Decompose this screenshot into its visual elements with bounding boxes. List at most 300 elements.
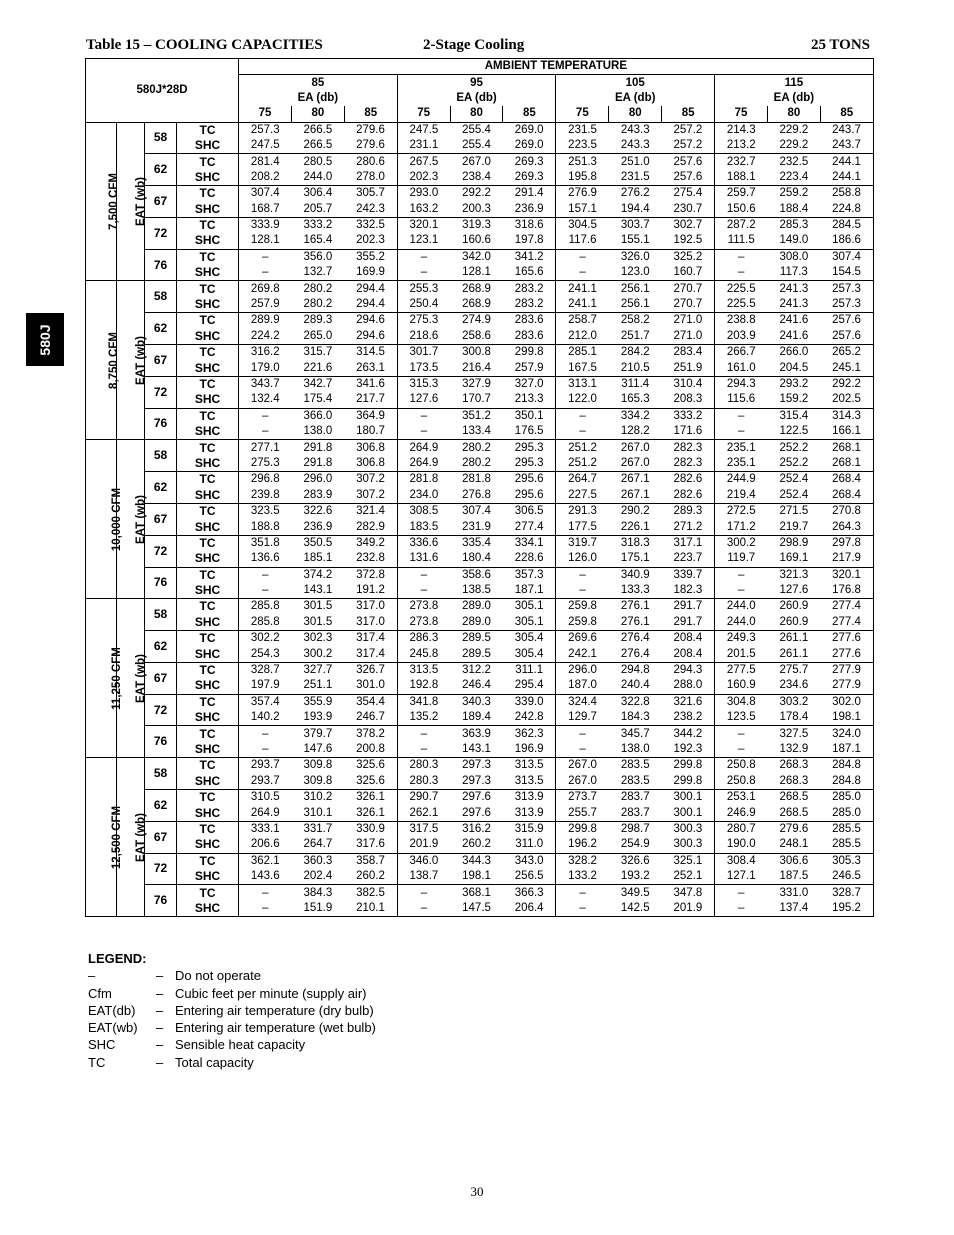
tc-value: 253.1	[715, 789, 768, 805]
ambient-temp-header: 115	[715, 75, 874, 91]
shc-label: SHC	[177, 233, 239, 249]
shc-value: 225.5	[715, 297, 768, 313]
model-side-tab	[26, 313, 64, 366]
tc-value: 289.9	[239, 313, 292, 329]
shc-value: 218.6	[397, 329, 450, 345]
shc-value: 213.3	[503, 392, 556, 408]
tc-label: TC	[177, 853, 239, 869]
shc-value: 251.1	[291, 678, 344, 694]
legend-symbol: EAT(db)	[88, 1002, 136, 1018]
tc-value: 299.8	[556, 821, 609, 837]
table-row	[86, 551, 874, 567]
shc-value: 128.2	[609, 424, 662, 440]
tc-value: 273.8	[397, 599, 450, 615]
shc-value: 270.7	[662, 297, 715, 313]
shc-value: 295.4	[503, 678, 556, 694]
tc-value: 310.4	[662, 376, 715, 392]
tc-value: 349.2	[344, 535, 397, 551]
legend-item	[88, 1019, 376, 1036]
shc-value: 234.0	[397, 488, 450, 504]
tc-value: 308.5	[397, 503, 450, 519]
shc-value: 250.4	[397, 297, 450, 313]
shc-value: 283.6	[503, 329, 556, 345]
shc-value: 143.1	[450, 742, 503, 758]
shc-value: 288.0	[662, 678, 715, 694]
shc-value: 285.5	[820, 837, 873, 853]
tc-value: 318.3	[609, 535, 662, 551]
shc-value: 291.8	[291, 456, 344, 472]
tc-value: –	[397, 885, 450, 901]
shc-value: 257.6	[820, 329, 873, 345]
tc-value: 264.7	[556, 472, 609, 488]
shc-value: 255.7	[556, 805, 609, 821]
tc-value: 344.3	[450, 853, 503, 869]
tc-value: 251.2	[556, 440, 609, 456]
shc-value: 206.4	[503, 901, 556, 917]
shc-label: SHC	[177, 615, 239, 631]
shc-value: 278.0	[344, 170, 397, 186]
shc-value: 191.2	[344, 583, 397, 599]
shc-value: –	[556, 265, 609, 281]
page-number: 30	[470, 1184, 484, 1199]
shc-value: 268.1	[820, 456, 873, 472]
shc-value: 277.9	[820, 678, 873, 694]
shc-value: 252.1	[662, 869, 715, 885]
tc-label: TC	[177, 821, 239, 837]
tc-value: 346.0	[397, 853, 450, 869]
wet-bulb-temp-cell: 67	[145, 345, 177, 377]
shc-value: –	[239, 742, 292, 758]
legend-description: Cubic feet per minute (supply air)	[175, 985, 367, 1001]
tc-value: 241.6	[767, 313, 820, 329]
shc-value: 300.3	[662, 837, 715, 853]
wet-bulb-temp-cell: 76	[145, 567, 177, 599]
shc-value: 188.1	[715, 170, 768, 186]
shc-label: SHC	[177, 392, 239, 408]
shc-value: –	[397, 265, 450, 281]
tc-value: 321.4	[344, 503, 397, 519]
tc-value: 300.1	[662, 789, 715, 805]
tc-value: 350.5	[291, 535, 344, 551]
table-title: Table 15 – COOLING CAPACITIES	[86, 37, 323, 53]
shc-value: 326.1	[344, 805, 397, 821]
shc-value: 201.9	[662, 901, 715, 917]
tc-value: 322.6	[291, 503, 344, 519]
tc-value: 297.8	[820, 535, 873, 551]
tc-value: 265.2	[820, 345, 873, 361]
shc-value: –	[715, 424, 768, 440]
shc-value: 170.7	[450, 392, 503, 408]
tc-value: 243.7	[820, 122, 873, 138]
tc-value: 256.1	[609, 281, 662, 297]
tc-value: 251.3	[556, 154, 609, 170]
tc-value: 300.3	[662, 821, 715, 837]
shc-value: 317.0	[344, 615, 397, 631]
table-row	[86, 694, 874, 710]
shc-value: 160.6	[450, 233, 503, 249]
shc-value: 165.6	[503, 265, 556, 281]
shc-value: 246.9	[715, 805, 768, 821]
shc-label: SHC	[177, 519, 239, 535]
shc-value: 273.8	[397, 615, 450, 631]
shc-value: 269.0	[503, 138, 556, 154]
tc-value: 384.3	[291, 885, 344, 901]
shc-value: 171.6	[662, 424, 715, 440]
tc-value: 283.2	[503, 281, 556, 297]
shc-value: 244.0	[291, 170, 344, 186]
tc-value: 268.5	[767, 789, 820, 805]
shc-value: –	[715, 742, 768, 758]
eat-wb-label: EAT (wb)	[134, 177, 147, 227]
shc-value: 276.4	[609, 646, 662, 662]
tc-value: 351.2	[450, 408, 503, 424]
shc-value: 279.6	[344, 138, 397, 154]
shc-value: 252.4	[767, 488, 820, 504]
shc-value: 147.5	[450, 901, 503, 917]
tc-value: 342.0	[450, 249, 503, 265]
shc-label: SHC	[177, 678, 239, 694]
shc-value: 127.6	[767, 583, 820, 599]
tc-value: 271.5	[767, 503, 820, 519]
shc-value: 165.4	[291, 233, 344, 249]
shc-value: 289.5	[450, 646, 503, 662]
table-row	[86, 122, 874, 138]
tc-value: 280.3	[397, 758, 450, 774]
shc-value: 295.3	[503, 456, 556, 472]
wet-bulb-temp-cell: 58	[145, 122, 177, 154]
model-label: 580J*28D	[136, 83, 188, 96]
tc-value: 270.7	[662, 281, 715, 297]
shc-value: 117.3	[767, 265, 820, 281]
tc-value: 321.6	[662, 694, 715, 710]
ea-db-value-header: 80	[609, 106, 662, 122]
shc-value: 254.9	[609, 837, 662, 853]
table-row	[86, 249, 874, 265]
tc-value: 333.2	[662, 408, 715, 424]
tc-value: 326.6	[609, 853, 662, 869]
shc-value: –	[239, 583, 292, 599]
table-row	[86, 789, 874, 805]
airflow-cfm-cell	[86, 122, 120, 281]
shc-value: 231.5	[609, 170, 662, 186]
tc-value: 313.1	[556, 376, 609, 392]
shc-value: 123.1	[397, 233, 450, 249]
tc-value: 302.2	[239, 631, 292, 647]
shc-value: 285.0	[820, 805, 873, 821]
tc-value: 251.0	[609, 154, 662, 170]
shc-value: 133.2	[556, 869, 609, 885]
shc-value: 232.8	[344, 551, 397, 567]
table-row	[86, 217, 874, 233]
shc-label: SHC	[177, 138, 239, 154]
shc-value: 185.1	[291, 551, 344, 567]
shc-value: 193.2	[609, 869, 662, 885]
tc-value: 343.7	[239, 376, 292, 392]
shc-value: 271.0	[662, 329, 715, 345]
tc-value: –	[239, 408, 292, 424]
shc-value: 176.5	[503, 424, 556, 440]
tc-value: 366.0	[291, 408, 344, 424]
shc-value: 157.1	[556, 202, 609, 218]
shc-value: 259.8	[556, 615, 609, 631]
tc-value: 343.0	[503, 853, 556, 869]
tc-label: TC	[177, 472, 239, 488]
shc-value: 128.1	[450, 265, 503, 281]
tc-value: 299.8	[503, 345, 556, 361]
tc-value: 267.0	[609, 440, 662, 456]
shc-label: SHC	[177, 551, 239, 567]
tc-value: 214.3	[715, 122, 768, 138]
shc-value: –	[556, 424, 609, 440]
tc-value: 264.9	[397, 440, 450, 456]
tc-value: 277.4	[820, 599, 873, 615]
ea-db-value-header: 75	[239, 106, 292, 122]
shc-value: 182.3	[662, 583, 715, 599]
table-row	[86, 313, 874, 329]
tc-value: 293.2	[767, 376, 820, 392]
shc-value: 246.7	[344, 710, 397, 726]
table-row	[86, 360, 874, 376]
tc-value: 275.3	[397, 313, 450, 329]
shc-value: 189.4	[450, 710, 503, 726]
shc-value: 166.1	[820, 424, 873, 440]
tc-value: 231.5	[556, 122, 609, 138]
tc-value: 311.1	[503, 662, 556, 678]
shc-value: 117.6	[556, 233, 609, 249]
tc-value: 325.1	[662, 853, 715, 869]
shc-value: 231.1	[397, 138, 450, 154]
shc-value: 190.0	[715, 837, 768, 853]
shc-value: 285.8	[239, 615, 292, 631]
tc-value: 358.7	[344, 853, 397, 869]
tc-value: 317.0	[344, 599, 397, 615]
tc-value: 355.2	[344, 249, 397, 265]
wet-bulb-temp-cell: 67	[145, 503, 177, 535]
tc-value: 290.2	[609, 503, 662, 519]
tc-value: 341.2	[503, 249, 556, 265]
shc-value: 177.5	[556, 519, 609, 535]
legend-description: Do not operate	[175, 968, 262, 984]
shc-value: 271.2	[662, 519, 715, 535]
table-row	[86, 678, 874, 694]
tc-value: –	[556, 249, 609, 265]
tc-value: 301.5	[291, 599, 344, 615]
tc-value: 336.6	[397, 535, 450, 551]
tc-value: 317.4	[344, 631, 397, 647]
cooling-stage-label: 2-Stage Cooling	[423, 37, 525, 53]
shc-label: SHC	[177, 774, 239, 790]
tc-value: 351.8	[239, 535, 292, 551]
tc-value: 259.7	[715, 186, 768, 202]
tc-value: 280.2	[291, 281, 344, 297]
shc-value: 201.9	[397, 837, 450, 853]
shc-value: 244.1	[820, 170, 873, 186]
shc-value: 248.1	[767, 837, 820, 853]
tc-value: 357.3	[503, 567, 556, 583]
legend-item	[88, 967, 262, 984]
tc-value: 280.6	[344, 154, 397, 170]
shc-value: 268.3	[767, 774, 820, 790]
shc-value: 183.5	[397, 519, 450, 535]
tc-value: 244.0	[715, 599, 768, 615]
shc-value: 268.4	[820, 488, 873, 504]
tc-value: 304.5	[556, 217, 609, 233]
shc-value: 160.7	[662, 265, 715, 281]
tc-value: –	[239, 885, 292, 901]
shc-value: 242.1	[556, 646, 609, 662]
shc-value: 178.4	[767, 710, 820, 726]
tc-value: 241.3	[767, 281, 820, 297]
shc-value: 187.5	[767, 869, 820, 885]
tc-value: 355.9	[291, 694, 344, 710]
shc-value: 210.1	[344, 901, 397, 917]
tc-value: 330.9	[344, 821, 397, 837]
tc-value: –	[715, 885, 768, 901]
shc-value: 236.9	[291, 519, 344, 535]
shc-value: 313.5	[503, 774, 556, 790]
tc-value: 294.6	[344, 313, 397, 329]
shc-value: 137.4	[767, 901, 820, 917]
tc-value: 276.1	[609, 599, 662, 615]
tc-value: 325.2	[662, 249, 715, 265]
tc-value: 291.7	[662, 599, 715, 615]
airflow-cfm-cell	[86, 758, 124, 917]
shc-value: 280.2	[450, 456, 503, 472]
shc-value: –	[397, 742, 450, 758]
tc-label: TC	[177, 758, 239, 774]
legend-item	[88, 1036, 306, 1053]
shc-value: 133.3	[609, 583, 662, 599]
tc-value: 307.4	[820, 249, 873, 265]
tc-value: 280.7	[715, 821, 768, 837]
shc-value: 203.9	[715, 329, 768, 345]
tc-value: 333.2	[291, 217, 344, 233]
tc-value: –	[556, 567, 609, 583]
tc-value: 283.7	[609, 789, 662, 805]
shc-value: 175.4	[291, 392, 344, 408]
tc-value: 321.3	[767, 567, 820, 583]
tc-value: 269.6	[556, 631, 609, 647]
shc-value: 257.6	[662, 170, 715, 186]
shc-value: 219.7	[767, 519, 820, 535]
shc-value: 167.5	[556, 360, 609, 376]
table-row	[86, 503, 874, 519]
tc-value: 317.1	[662, 535, 715, 551]
shc-value: 147.6	[291, 742, 344, 758]
shc-value: 311.0	[503, 837, 556, 853]
tc-value: 257.6	[662, 154, 715, 170]
tc-value: 277.6	[820, 631, 873, 647]
tc-value: 294.3	[715, 376, 768, 392]
tc-value: 293.7	[239, 758, 292, 774]
wet-bulb-temp-cell: 72	[145, 535, 177, 567]
shc-value: 251.9	[662, 360, 715, 376]
ea-db-header: EA (db)	[239, 91, 398, 106]
tc-value: 294.3	[662, 662, 715, 678]
table-row	[86, 170, 874, 186]
tc-value: 333.1	[239, 821, 292, 837]
wet-bulb-temp-cell: 62	[145, 789, 177, 821]
table-row	[86, 472, 874, 488]
tc-value: 285.0	[820, 789, 873, 805]
tc-value: 302.0	[820, 694, 873, 710]
tc-value: 294.4	[344, 281, 397, 297]
tc-value: 257.2	[662, 122, 715, 138]
shc-value: 201.5	[715, 646, 768, 662]
shc-value: 195.8	[556, 170, 609, 186]
shc-value: 154.5	[820, 265, 873, 281]
shc-value: 283.2	[503, 297, 556, 313]
tc-value: 247.5	[397, 122, 450, 138]
shc-label: SHC	[177, 901, 239, 917]
shc-value: 317.4	[344, 646, 397, 662]
shc-value: 300.2	[291, 646, 344, 662]
table-row	[86, 758, 874, 774]
legend-item	[88, 1002, 374, 1019]
shc-value: 282.6	[662, 488, 715, 504]
shc-value: 276.1	[609, 615, 662, 631]
shc-value: 226.1	[609, 519, 662, 535]
shc-value: 238.4	[450, 170, 503, 186]
tc-value: 313.5	[397, 662, 450, 678]
shc-value: –	[239, 901, 292, 917]
table-row	[86, 662, 874, 678]
wet-bulb-temp-cell: 72	[145, 694, 177, 726]
tc-label: TC	[177, 726, 239, 742]
eat-wb-label: EAT (wb)	[134, 494, 147, 544]
tc-value: 326.1	[344, 789, 397, 805]
airflow-cfm-label: 11,250 CFM	[110, 646, 123, 710]
legend-items	[88, 967, 376, 1071]
tc-value: 266.5	[291, 122, 344, 138]
tc-label: TC	[177, 789, 239, 805]
tc-value: 283.5	[609, 758, 662, 774]
shc-value: 208.2	[239, 170, 292, 186]
tc-label: TC	[177, 122, 239, 138]
shc-value: 277.4	[820, 615, 873, 631]
tc-label: TC	[177, 249, 239, 265]
shc-value: 168.7	[239, 202, 292, 218]
shc-value: –	[715, 265, 768, 281]
table-row	[86, 440, 874, 456]
tc-value: 379.7	[291, 726, 344, 742]
tc-value: 316.2	[450, 821, 503, 837]
tc-value: 300.8	[450, 345, 503, 361]
wet-bulb-temp-cell: 62	[145, 313, 177, 345]
shc-value: 251.7	[609, 329, 662, 345]
shc-value: 313.9	[503, 805, 556, 821]
shc-label: SHC	[177, 265, 239, 281]
shc-value: 180.4	[450, 551, 503, 567]
wet-bulb-temp-cell: 67	[145, 821, 177, 853]
tc-value: 357.4	[239, 694, 292, 710]
wet-bulb-temp-cell: 72	[145, 376, 177, 408]
tc-value: 327.9	[450, 376, 503, 392]
tc-value: 285.3	[767, 217, 820, 233]
shc-value: 202.3	[397, 170, 450, 186]
tc-value: 308.0	[767, 249, 820, 265]
tc-value: 300.2	[715, 535, 768, 551]
shc-value: 186.6	[820, 233, 873, 249]
tc-value: 315.4	[767, 408, 820, 424]
tc-value: 339.7	[662, 567, 715, 583]
tc-value: 306.5	[503, 503, 556, 519]
tc-value: 340.3	[450, 694, 503, 710]
shc-value: 193.9	[291, 710, 344, 726]
table-row	[86, 456, 874, 472]
tc-value: 267.0	[556, 758, 609, 774]
table-row	[86, 583, 874, 599]
